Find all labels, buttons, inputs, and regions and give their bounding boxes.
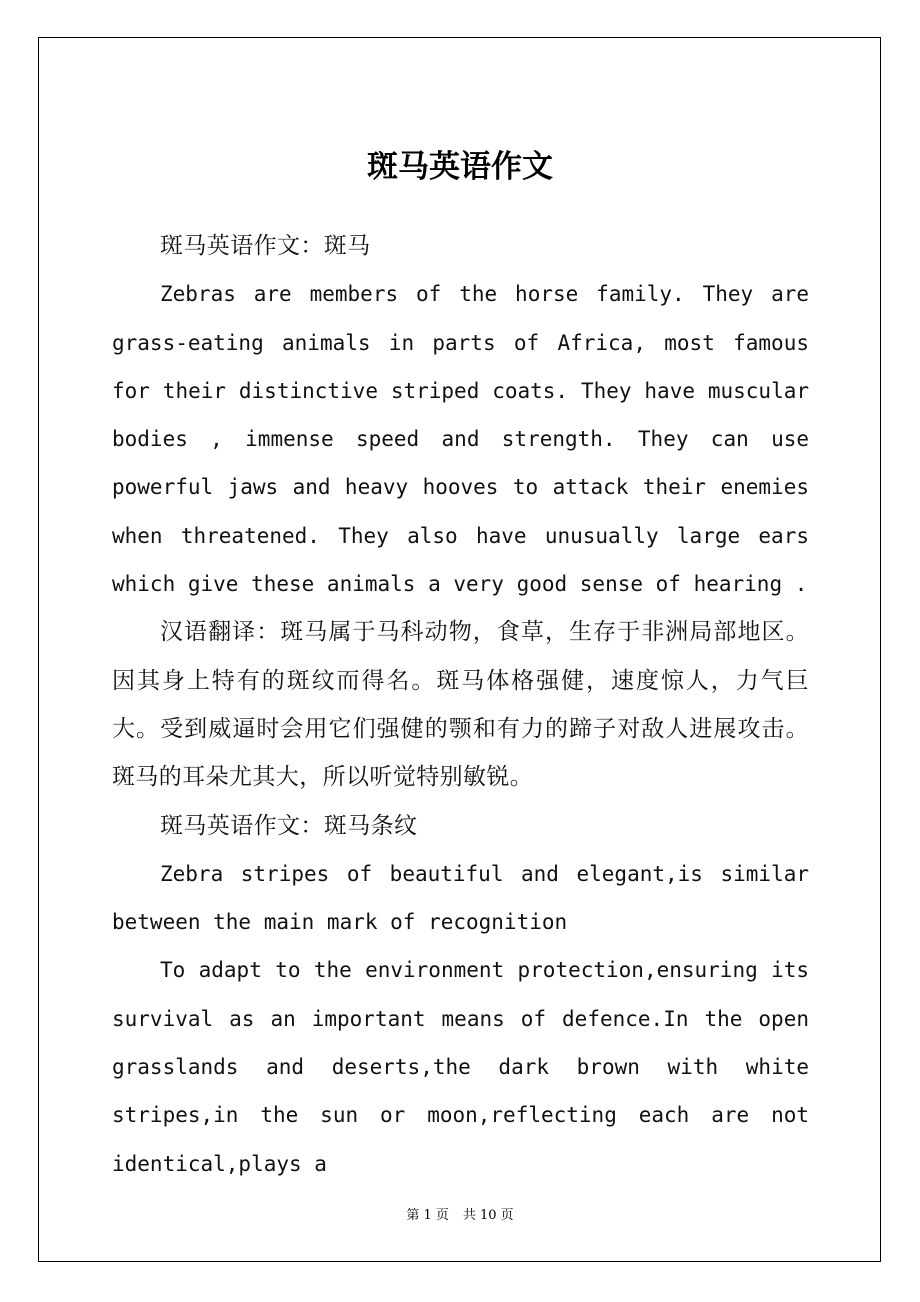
english-paragraph-stripes: Zebra stripes of beautiful and elegant,is similar between the main mark of recognition: [112, 861, 809, 935]
document-body: [112, 222, 809, 1188]
page-total: 共 10 页: [462, 1208, 514, 1223]
document-title: 斑马英语作文: [367, 149, 553, 185]
english-paragraph-adaptation: To adapt to the environment protection,ensuring its survival as an important means of defence.In the open grasslands and deserts,the dark brown with white stripes,in the sun or moon,reflecting each are not identical,plays a: [112, 958, 809, 1176]
english-paragraph-zebra: Zebras are members of the horse family. They are grass-eating animals in parts of Africa, most famous for their distinctive striped coats. They have muscular bodies , immense speed and strength. They can use powerful jaws and heavy hooves to attack their enemies when threatened. They also have unusually large ears which give these animals a very good sense of hearing .: [112, 282, 809, 597]
page-footer: [0, 1206, 920, 1226]
page-number: 第 1 页: [406, 1208, 449, 1223]
chinese-translation-paragraph: 汉语翻译：斑马属于马科动物，食草，生存于非洲局部地区。因其身上特有的斑纹而得名。斑马体格强健，速度惊人，力气巨大。受到威逼时会用它们强健的颚和有力的蹄子对敌人进展攻击。斑马的耳朵尤其大，所以听觉特别敏锐。: [112, 619, 809, 791]
section-heading-zebra-stripes: 斑马英语作文：斑马条纹: [160, 812, 418, 839]
section-heading-zebra: 斑马英语作文：斑马: [160, 233, 371, 259]
